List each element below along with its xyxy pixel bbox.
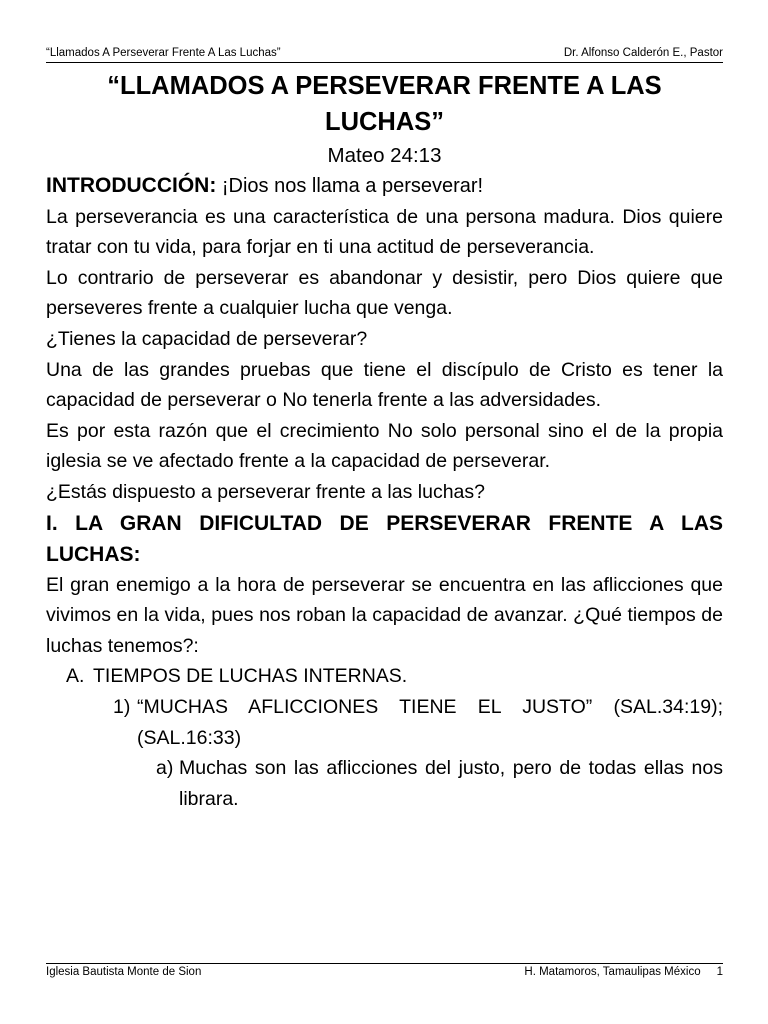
section-heading: I. LA GRAN DIFICULTAD DE PERSEVERAR FRENTE A LAS LUCHAS: xyxy=(46,511,723,566)
paragraph: La perseverancia es una característica de una persona madura. Dios quiere tratar con tu vida, para forjar en ti una actitud de perseverancia. xyxy=(46,205,723,259)
section-paragraph: El gran enemigo a la hora de perseverar se encuentra en las aflicciones que vivimos en la vida, pues nos roban la capacidad de avanzar. ¿Qué tiempos de luchas tenemos?: xyxy=(46,573,723,657)
paragraph: Lo contrario de perseverar es abandonar y desistir, pero Dios quiere que perseveres frente a cualquier lucha que venga. xyxy=(46,266,723,320)
paragraph: Es por esta razón que el crecimiento No solo personal sino el de la propia iglesia se ve afectado frente a la capacidad de perseverar. xyxy=(46,419,723,473)
document-body xyxy=(46,68,723,814)
page-header xyxy=(46,46,723,63)
outline-text: TIEMPOS DE LUCHAS INTERNAS. xyxy=(93,665,408,688)
outline-item-a xyxy=(46,661,723,692)
outline-marker: A. xyxy=(66,665,85,688)
header-author: Dr. Alfonso Calderón E., Pastor xyxy=(563,47,723,59)
outline-text: Muchas son las aflicciones del justo, pero de todas ellas nos librara. xyxy=(179,757,723,810)
outline-marker: 1) xyxy=(113,695,131,718)
header-title: “Llamados A Perseverar Frente A Las Luchas” xyxy=(46,47,281,59)
footer-church: Iglesia Bautista Monte de Sion xyxy=(46,966,202,978)
footer-right xyxy=(524,965,723,979)
outline-text: “MUCHAS AFLICCIONES TIENE EL JUSTO” (SAL.34:19); (SAL.16:33) xyxy=(137,695,723,749)
footer-location: H. Matamoros, Tamaulipas México xyxy=(524,966,701,978)
introduction-text: ¡Dios nos llama a perseverar! xyxy=(216,175,484,197)
outline-item-a-sub xyxy=(46,753,723,814)
introduction-label: INTRODUCCIÓN: xyxy=(46,174,217,197)
page-number: 1 xyxy=(716,966,723,978)
document-title: “LLAMADOS A PERSEVERAR FRENTE A LAS LUCHAS” xyxy=(107,72,662,136)
outline-item-1 xyxy=(46,692,723,753)
page-footer xyxy=(46,963,723,979)
paragraph: ¿Estás dispuesto a perseverar frente a las luchas? xyxy=(46,480,485,503)
scripture-reference: Mateo 24:13 xyxy=(327,144,442,167)
paragraph: Una de las grandes pruebas que tiene el discípulo de Cristo es tener la capacidad de perseverar o No tenerla frente a las adversidades. xyxy=(46,358,723,412)
outline-marker: a) xyxy=(156,757,174,780)
paragraph: ¿Tienes la capacidad de perseverar? xyxy=(46,327,368,350)
introduction-line xyxy=(46,171,723,202)
